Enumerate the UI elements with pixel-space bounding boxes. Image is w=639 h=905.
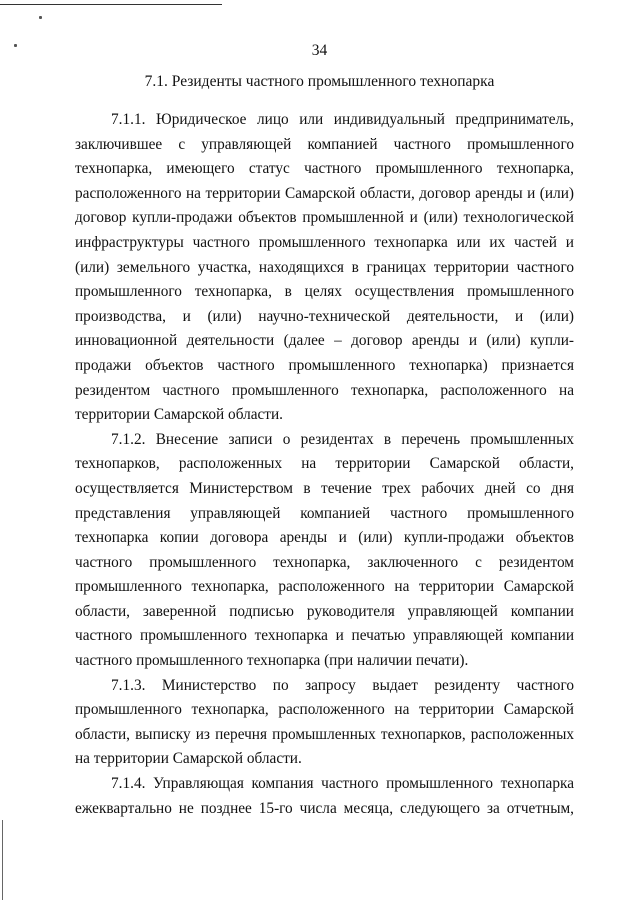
section-title: 7.1. Резиденты частного промышленного технопарка xyxy=(144,73,495,90)
paragraph-7-1-1: 7.1.1. Юридическое лицо или индивидуальный предприниматель, заключившее с управляющей компанией частного промышленного технопарка, имеющего статус частного промышленного технопарка, расположенного на территории Самарской области, договор аренды и (или) договор купли-продажи объектов промышленной и (или) технологической инфраструктуры частного промышленного технопарка или их частей и (или) земельного участка, находящихся в границах территории частного промышленного технопарка, в целях осуществления промышленного производства, и (или) научно-технической деятельности, и (или) инновационной деятельности (далее – договор аренды и (или) купли-продажи объектов частного промышленного технопарка) признается резидентом частного промышленного технопарка, расположенного на территории Самарской области. xyxy=(75,111,574,424)
paragraph-7-1-4: 7.1.4. Управляющая компания частного промышленного технопарка ежеквартально не позднее 15-го числа месяца, следующего за отчетным, xyxy=(75,775,574,817)
scan-border-line xyxy=(0,4,222,5)
paragraph-7-1-3: 7.1.3. Министерство по запросу выдает резиденту частного промышленного технопарка, расположенного на территории Самарской области, выписку из перечня промышленных технопарков, расположенных на территории Самарской области. xyxy=(75,676,574,768)
page-number: 34 xyxy=(311,42,328,59)
body-text xyxy=(75,108,574,821)
scan-speck xyxy=(39,16,42,19)
paragraph-7-1-2: 7.1.2. Внесение записи о резидентах в перечень промышленных технопарков, расположенных на территории Самарской области, осуществляется Министерством в течение трех рабочих дней со дня представления управляющей компанией частного промышленного технопарка копии договора аренды и (или) купли-продажи объектов частного промышленного технопарка, заключенного с резидентом промышленного технопарка, расположенного на территории Самарской области, заверенной подписью руководителя управляющей компании частного промышленного технопарка и печатью управляющей компании частного промышленного технопарка (при наличии печати). xyxy=(75,430,574,670)
scan-edge-mark xyxy=(2,820,3,900)
